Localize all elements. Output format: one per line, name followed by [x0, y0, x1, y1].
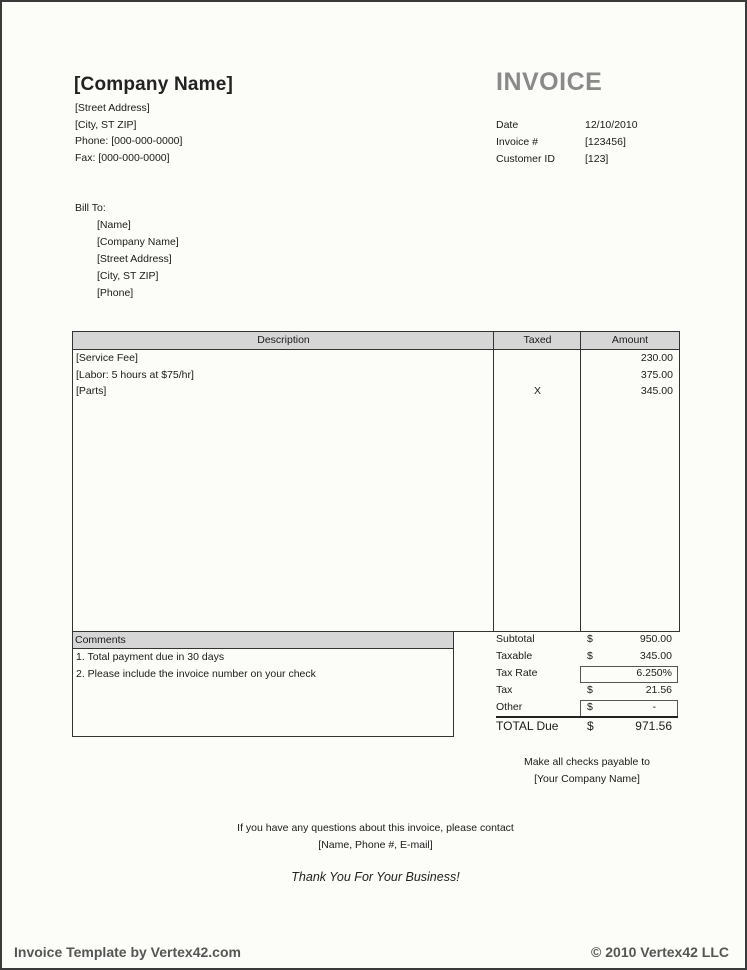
company-city: [City, ST ZIP]	[75, 118, 137, 131]
item-description: [Parts]	[76, 385, 107, 397]
date-row	[496, 117, 638, 134]
customer-id-label: Customer ID	[496, 153, 555, 165]
taxable-row	[496, 648, 678, 665]
header-taxed: Taxed	[523, 334, 552, 346]
bill-to-phone: [Phone]	[97, 287, 134, 299]
invoice-title: INVOICE	[496, 68, 603, 96]
company-name: [Company Name]	[74, 74, 234, 95]
comments-box	[72, 631, 454, 737]
customer-id-row	[496, 151, 638, 168]
company-phone: Phone: [000-000-0000]	[75, 135, 183, 147]
payable-line1: Make all checks payable to	[523, 756, 651, 768]
table-row	[73, 350, 679, 367]
tax-label: Tax	[496, 684, 513, 696]
subtotal-value: 950.00	[639, 633, 672, 645]
invoice-number-row	[496, 134, 638, 151]
tax-rate-value: 6.250%	[636, 667, 672, 679]
item-amount: 345.00	[640, 385, 673, 397]
total-due-currency: $	[587, 719, 594, 733]
contact-note	[2, 820, 747, 854]
payable-note	[496, 754, 678, 788]
subtotal-currency: $	[587, 633, 593, 645]
taxable-label: Taxable	[496, 650, 533, 662]
total-due-row	[496, 716, 678, 735]
bill-to-city: [City, ST ZIP]	[97, 270, 159, 282]
contact-line1: If you have any questions about this invoice, please contact	[237, 822, 514, 834]
date-label: Date	[496, 119, 519, 131]
item-description: [Labor: 5 hours at $75/hr]	[76, 368, 194, 381]
item-amount: 375.00	[640, 368, 673, 381]
tax-value: 21.56	[645, 684, 672, 696]
invoice-number-value: [123456]	[585, 136, 626, 148]
payable-line2: [Your Company Name]	[534, 773, 640, 785]
company-street: [Street Address]	[75, 102, 150, 114]
line-items-table	[72, 331, 680, 632]
tax-currency: $	[587, 684, 593, 696]
date-value: 12/10/2010	[585, 119, 638, 131]
bill-to-name: [Name]	[97, 219, 131, 231]
tax-rate-row	[496, 665, 678, 682]
item-taxed: X	[533, 385, 541, 397]
invoice-number-label: Invoice #	[496, 136, 539, 148]
footer-template-credit: Invoice Template by Vertex42.com	[14, 944, 241, 960]
item-amount: 230.00	[640, 352, 673, 364]
footer-copyright: © 2010 Vertex42 LLC	[591, 944, 729, 960]
totals-block	[496, 631, 678, 735]
taxable-currency: $	[587, 650, 593, 662]
table-body	[73, 350, 679, 400]
table-row	[73, 367, 679, 384]
comment-line: 1. Total payment due in 30 days	[76, 651, 225, 663]
other-row	[496, 699, 678, 716]
invoice-meta	[496, 117, 638, 168]
comments-header: Comments	[73, 631, 453, 649]
bill-to-company: [Company Name]	[97, 236, 179, 248]
company-address-block	[75, 100, 182, 166]
bill-to-label: Bill To:	[75, 202, 106, 214]
total-due-label: TOTAL Due	[496, 719, 559, 733]
company-fax: Fax: [000-000-0000]	[75, 151, 170, 164]
thank-you-message: Thank You For Your Business!	[291, 870, 460, 884]
other-field[interactable]	[580, 700, 678, 717]
other-currency: $	[587, 701, 593, 713]
tax-row	[496, 682, 678, 699]
bill-to-street: [Street Address]	[97, 253, 172, 265]
bill-to-block	[75, 200, 179, 302]
total-due-value: 971.56	[635, 719, 672, 733]
table-header	[73, 332, 679, 350]
taxable-value: 345.00	[639, 650, 672, 662]
subtotal-label: Subtotal	[496, 633, 535, 645]
comment-line: 2. Please include the invoice number on your check	[76, 668, 316, 680]
other-value: -	[652, 701, 656, 713]
table-row	[73, 383, 679, 400]
tax-rate-label: Tax Rate	[496, 667, 538, 679]
header-amount: Amount	[611, 334, 649, 346]
header-description: Description	[257, 334, 310, 346]
customer-id-value: [123]	[585, 153, 609, 165]
contact-line2: [Name, Phone #, E-mail]	[318, 839, 433, 851]
subtotal-row	[496, 631, 678, 648]
other-label: Other	[496, 701, 523, 713]
item-description: [Service Fee]	[76, 352, 138, 364]
